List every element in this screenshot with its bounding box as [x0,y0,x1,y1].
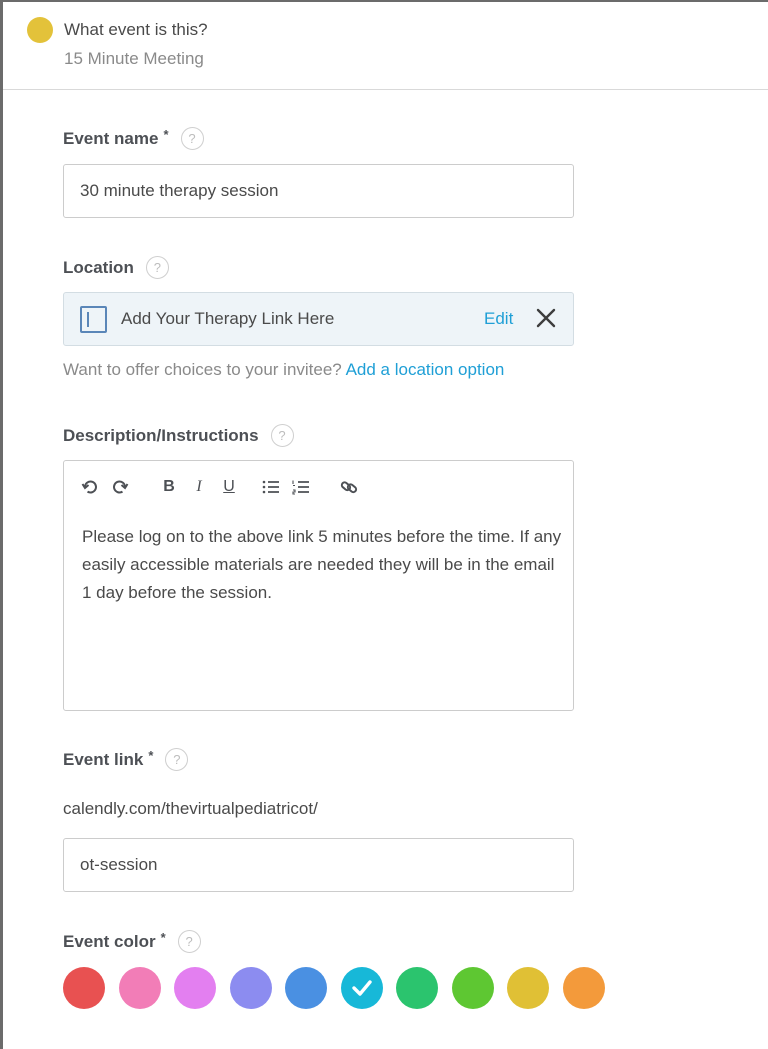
color-swatch[interactable] [119,967,161,1009]
add-location-option-link[interactable]: Add a location option [345,360,505,379]
location-choices-row [63,360,504,380]
required-mark: * [160,930,166,945]
help-icon[interactable]: ? [178,930,201,953]
help-icon[interactable]: ? [146,256,169,279]
color-swatch[interactable] [63,967,105,1009]
location-label [63,256,169,279]
description-editor[interactable] [63,460,574,711]
redo-icon[interactable] [109,475,131,499]
event-name-label-text: Event name [63,128,159,148]
description-text[interactable]: Please log on to the above link 5 minutes before the time. If any easily accessible materials are needed they will be in the email 1 day before the session. [82,527,562,602]
event-link-base-url: calendly.com/thevirtualpediatricot/ [63,799,318,818]
event-color-picker [63,967,618,1009]
location-label-text: Location [63,257,134,277]
bold-icon[interactable]: B [163,478,175,495]
required-mark: * [148,748,154,763]
location-choices-text: Want to offer choices to your invitee? [63,360,342,379]
event-color-label-text: Event color [63,931,156,951]
color-swatch[interactable] [507,967,549,1009]
color-swatch[interactable] [452,967,494,1009]
help-icon[interactable]: ? [181,127,204,150]
custom-location-icon [80,306,107,333]
event-color-dot [27,17,53,43]
italic-icon[interactable]: I [196,478,202,495]
event-link-label [63,748,188,771]
event-type-name: 15 Minute Meeting [64,49,204,68]
event-link-label-text: Event link [63,749,144,769]
location-item-text: Add Your Therapy Link Here [121,309,335,328]
color-swatch[interactable] [230,967,272,1009]
link-icon[interactable] [339,475,359,499]
underline-icon[interactable]: U [223,478,235,495]
description-label [63,424,294,447]
color-swatch[interactable] [174,967,216,1009]
description-label-text: Description/Instructions [63,425,259,445]
numbered-list-icon[interactable] [291,475,311,499]
location-item[interactable] [63,292,574,346]
close-icon[interactable] [533,305,559,331]
color-swatch[interactable] [285,967,327,1009]
event-color-label [63,930,201,953]
color-swatch-selected[interactable] [341,967,383,1009]
bullet-list-icon[interactable] [261,475,281,499]
event-name-input[interactable] [63,164,574,218]
checkmark-icon [351,978,373,998]
color-swatch[interactable] [563,967,605,1009]
location-edit-link[interactable]: Edit [484,309,514,328]
undo-icon[interactable] [79,475,101,499]
event-name-label [63,127,204,150]
color-swatch[interactable] [396,967,438,1009]
help-icon[interactable]: ? [165,748,188,771]
event-question: What event is this? [64,20,208,39]
help-icon[interactable]: ? [271,424,294,447]
event-link-slug-input[interactable] [63,838,574,892]
event-type-header[interactable] [3,2,768,90]
required-mark: * [163,127,169,142]
editor-toolbar [79,475,359,499]
